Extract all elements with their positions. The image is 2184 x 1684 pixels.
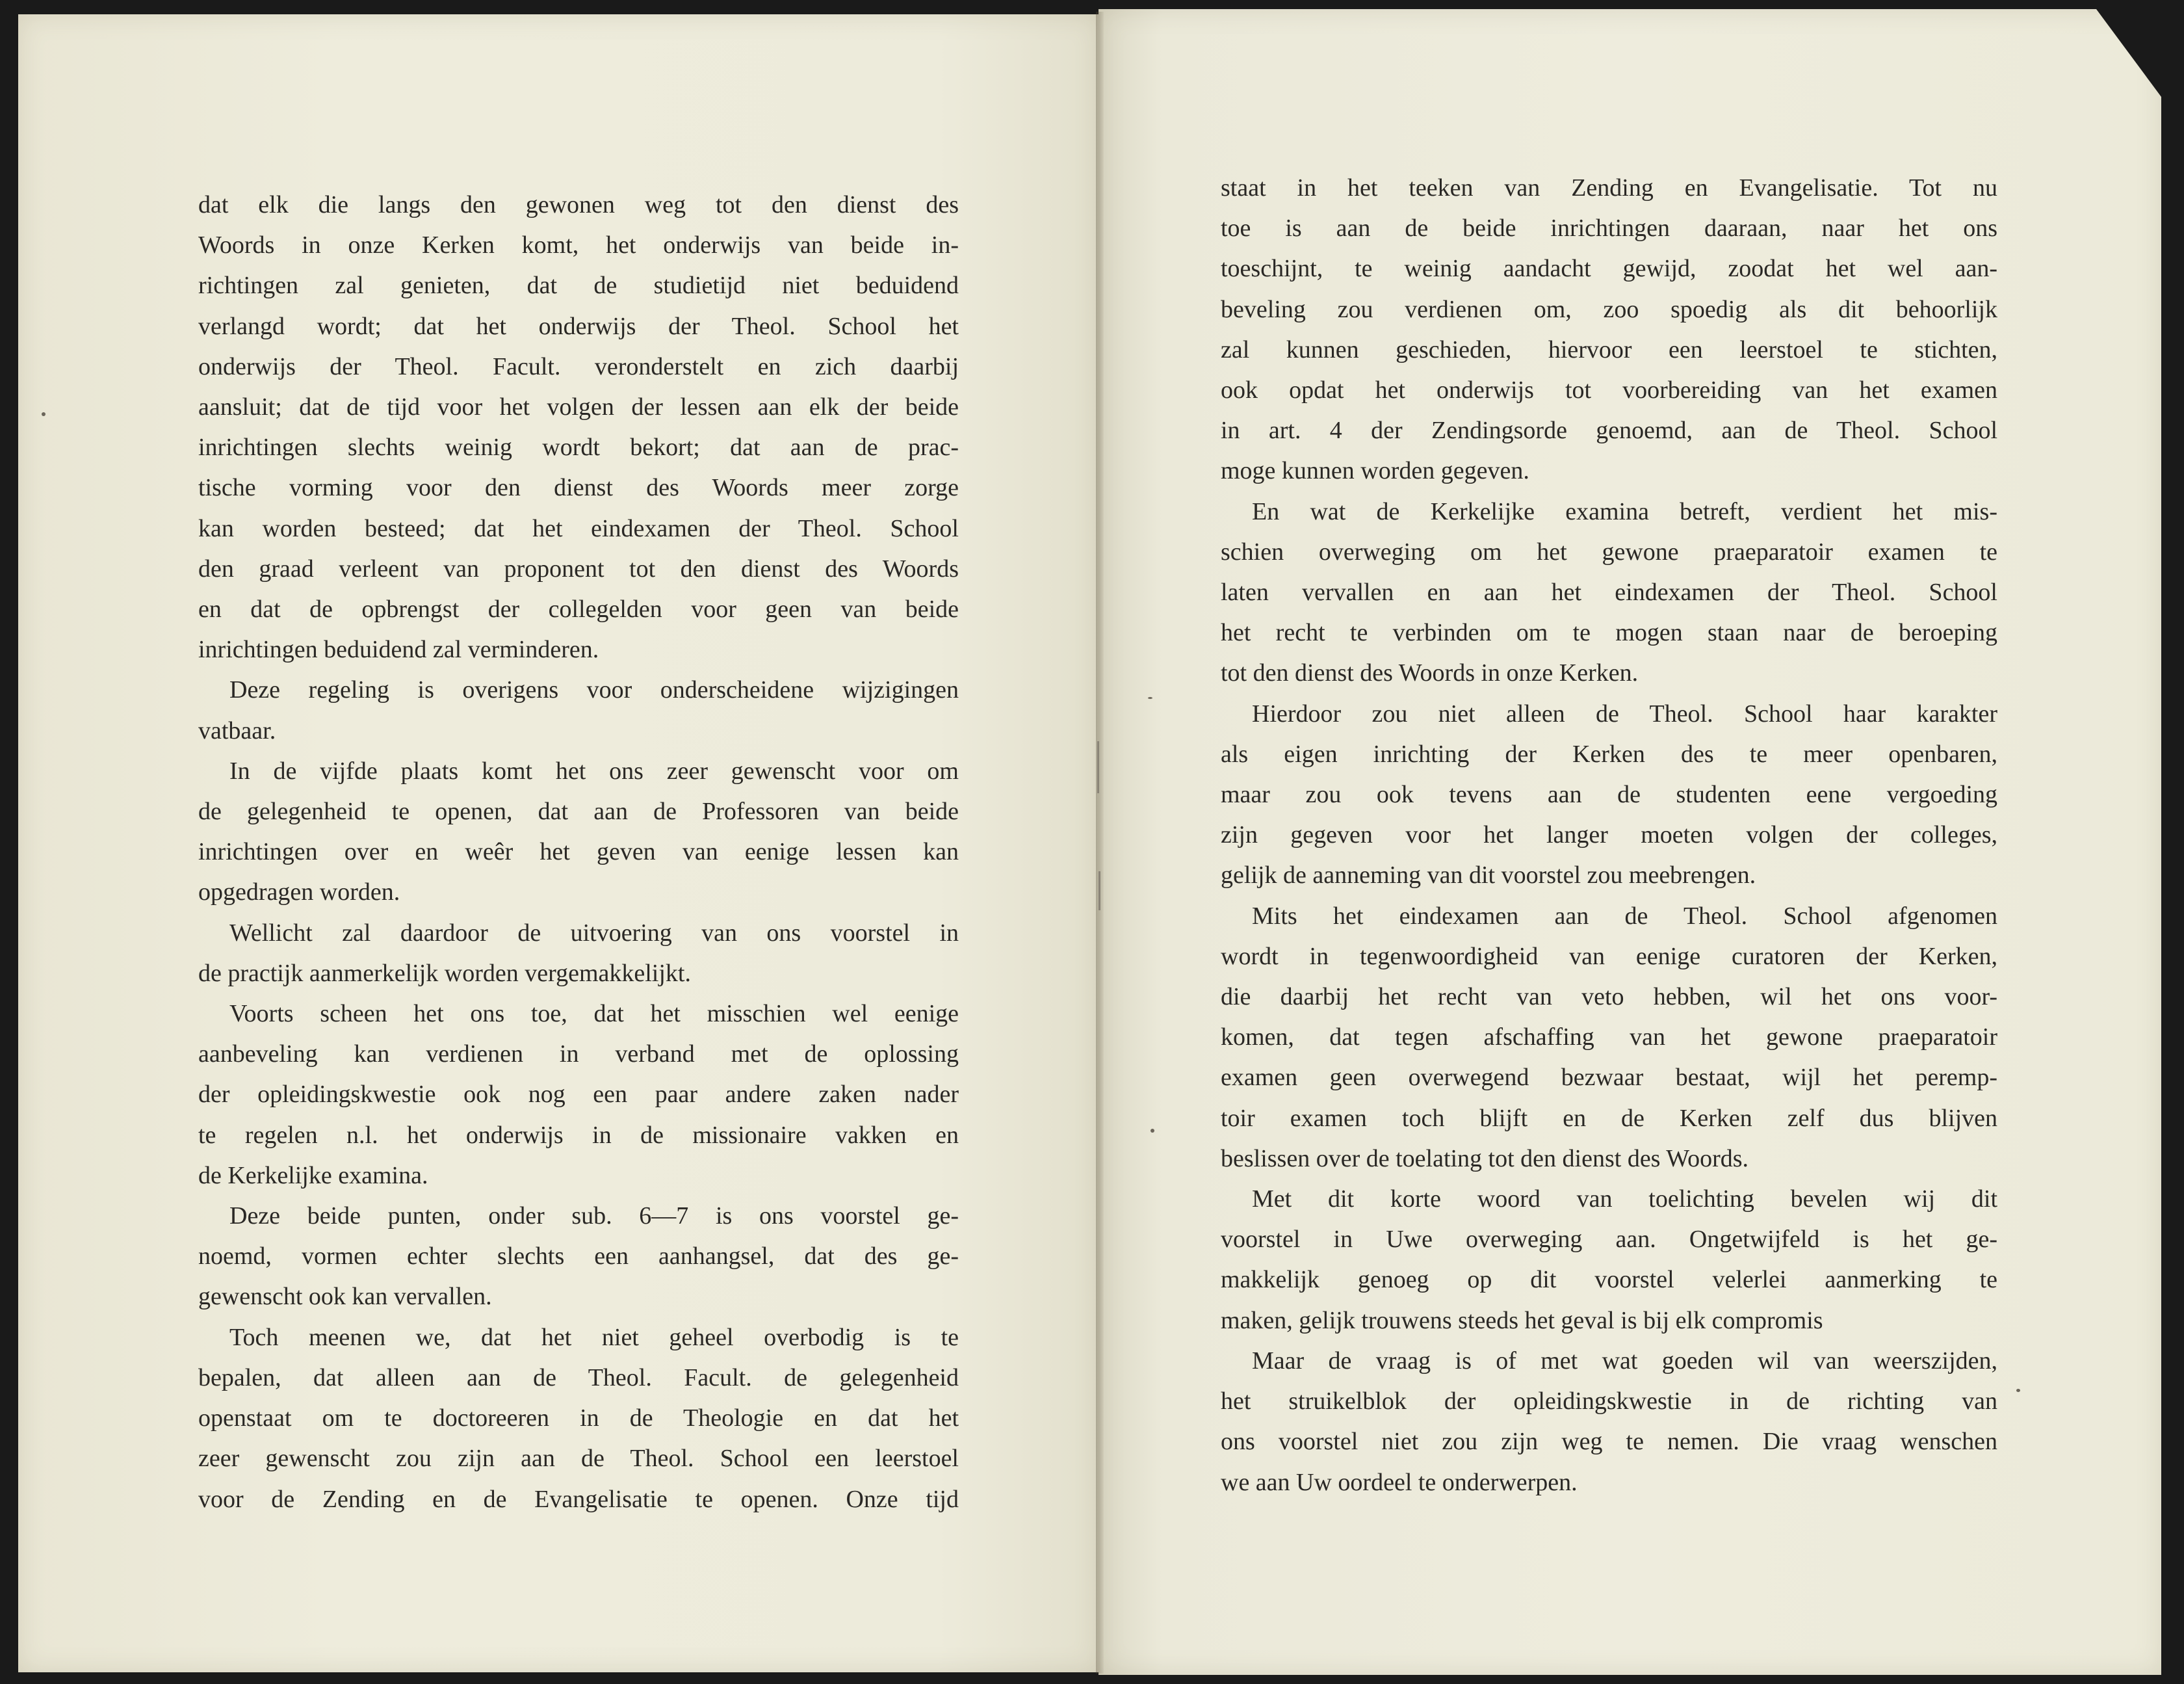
binding-mark [1098,871,1100,910]
text-line: staat in het teeken van Zending en Evangelisatie. Tot nu [1221,174,1997,202]
text-line: gewenscht ook kan vervallen. [198,1283,492,1311]
paragraph [1221,492,1997,694]
text-line: de practijk aanmerkelijk worden vergemakkelijkt. [198,959,691,987]
text-line: toir examen toch blijft en de Kerken zelf dus blijven [1221,1104,1997,1132]
paragraph [1221,1179,1997,1341]
text-line: aansluit; dat de tijd voor het volgen der lessen aan elk der beide [198,393,959,421]
text-line: we aan Uw oordeel te onderwerpen. [1221,1468,1578,1496]
text-line: Deze beide punten, onder sub. 6—7 is ons voorstel ge- [229,1202,959,1230]
text-line: het struikelblok der opleidingskwestie in de richting van [1221,1388,1997,1415]
text-line: tische vorming voor den dienst des Woords meer zorge [198,474,959,502]
text-line: vatbaar. [198,717,276,744]
text-line: ook opdat het onderwijs tot voorbereiding van het examen [1221,376,1997,404]
left-page-text [198,185,959,1520]
paper-speck [2016,1389,2020,1392]
text-line: verlangd wordt; dat het onderwijs der Theol. School het [198,312,959,340]
text-line: noemd, vormen echter slechts een aanhangsel, dat des ge- [198,1243,959,1270]
text-line: In de vijfde plaats komt het ons zeer gewenscht voor om [229,757,959,785]
text-line: voorstel in Uwe overweging aan. Ongetwijfeld is het ge- [1221,1226,1997,1254]
text-line: zal kunnen geschieden, hiervoor een leerstoel te stichten, [1221,335,1997,363]
paper-speck [42,412,46,416]
text-line: aanbeveling kan verdienen in verband met de oplossing [198,1040,959,1068]
text-line: toeschijnt, te weinig aandacht gewijd, zoodat het wel aan- [1221,255,1997,283]
paragraph [198,670,959,750]
text-line: tot den dienst des Woords in onze Kerken. [1221,659,1639,687]
paper-speck [1148,697,1152,699]
text-line: in art. 4 der Zendingsorde genoemd, aan de Theol. School [1221,417,1997,445]
binding-mark [1097,741,1099,793]
text-line: bepalen, dat alleen aan de Theol. Facult. de gelegenheid [198,1363,959,1391]
text-line: examen geen overwegend bezwaar bestaat, wijl het peremp- [1221,1064,1997,1092]
text-line: de gelegenheid te openen, dat aan de Professoren van beide [198,798,959,826]
text-line: beslissen over de toelating tot den dienst des Woords. [1221,1144,1749,1172]
text-line: het recht te verbinden om te mogen staan naar de beroeping [1221,619,1997,647]
paragraph [1221,168,1997,492]
text-line: kan worden besteed; dat het eindexamen der Theol. School [198,514,959,542]
text-line: makkelijk genoeg op dit voorstel velerlei aanmerking te [1221,1266,1997,1294]
text-line: beveling zou verdienen om, zoo spoedig als dit behoorlijk [1221,295,1997,323]
text-line: Wellicht zal daardoor de uitvoering van ons voorstel in [229,919,959,947]
text-line: voor de Zending en de Evangelisatie te openen. Onze tijd [198,1485,959,1513]
text-line: die daarbij het recht van veto hebben, wil het ons voor- [1221,983,1997,1011]
text-line: openstaat om te doctoreeren in de Theologie en dat het [198,1404,959,1432]
text-line: dat elk die langs den gewonen weg tot den dienst des [198,191,959,218]
text-line: Toch meenen we, dat het niet geheel overbodig is te [229,1323,959,1351]
text-line: inrichtingen slechts weinig wordt bekort; dat aan de prac- [198,434,959,462]
text-line: schien overweging om het gewone praeparatoir examen te [1221,538,1997,566]
paragraph [198,751,959,913]
text-line: wordt in tegenwoordigheid van eenige curatoren der Kerken, [1221,942,1997,970]
text-line: de Kerkelijke examina. [198,1161,428,1189]
text-line: en dat de opbrengst der collegelden voor geen van beide [198,596,959,624]
text-line: onderwijs der Theol. Facult. veronderstelt en zich daarbij [198,352,959,380]
text-line: gelijk de aanneming van dit voorstel zou meebrengen. [1221,862,1756,889]
text-line: toe is aan de beide inrichtingen daaraan, naar het ons [1221,215,1997,243]
text-line: En wat de Kerkelijke examina betreft, verdient het mis- [1252,497,1997,525]
text-line: Woords in onze Kerken komt, het onderwijs van beide in- [198,231,959,259]
text-line: maar zou ook tevens aan de studenten eene vergoeding [1221,781,1997,809]
text-line: inrichtingen over en weêr het geven van eenige lessen kan [198,838,959,866]
text-line: als eigen inrichting der Kerken des te meer openbaren, [1221,740,1997,768]
paper-speck [1150,1129,1154,1133]
text-line: ons voorstel niet zou zijn weg te nemen. Die vraag wenschen [1221,1428,1997,1456]
paragraph [198,913,959,993]
text-line: Maar de vraag is of met wat goeden wil van weerszijden, [1252,1347,1997,1375]
text-line: te regelen n.l. het onderwijs in de missionaire vakken en [198,1121,959,1149]
text-line: laten vervallen en aan het eindexamen der Theol. School [1221,579,1997,607]
text-line: Deze regeling is overigens voor onderscheidene wijzigingen [229,676,959,704]
text-line: Voorts scheen het ons toe, dat het misschien wel eenige [229,1000,959,1028]
text-line: zeer gewenscht zou zijn aan de Theol. School een leerstoel [198,1445,959,1473]
right-page-text [1221,168,1997,1503]
text-line: Mits het eindexamen aan de Theol. School afgenomen [1252,902,1997,930]
text-line: maken, gelijk trouwens steeds het geval is bij elk compromis [1221,1306,1823,1334]
text-line: moge kunnen worden gegeven. [1221,457,1529,485]
text-line: opgedragen worden. [198,878,400,906]
paragraph [1221,1341,1997,1503]
paragraph [198,1196,959,1317]
text-line: richtingen zal genieten, dat de studietijd niet beduidend [198,272,959,300]
text-line: Hierdoor zou niet alleen de Theol. School haar karakter [1252,700,1997,728]
text-line: Met dit korte woord van toelichting bevelen wij dit [1252,1185,1997,1213]
paragraph [1221,896,1997,1179]
text-line: komen, dat tegen afschaffing van het gewone praeparatoir [1221,1023,1997,1051]
text-line: inrichtingen beduidend zal verminderen. [198,636,599,664]
page-gutter [1096,12,1104,1674]
paragraph [1221,694,1997,896]
paragraph [198,1317,959,1520]
text-line: den graad verleent van proponent tot den dienst des Woords [198,555,959,583]
paragraph [198,185,959,670]
paragraph [198,993,959,1196]
text-line: der opleidingskwestie ook nog een paar andere zaken nader [198,1081,959,1109]
text-line: zijn gegeven voor het langer moeten volgen der colleges, [1221,821,1997,849]
